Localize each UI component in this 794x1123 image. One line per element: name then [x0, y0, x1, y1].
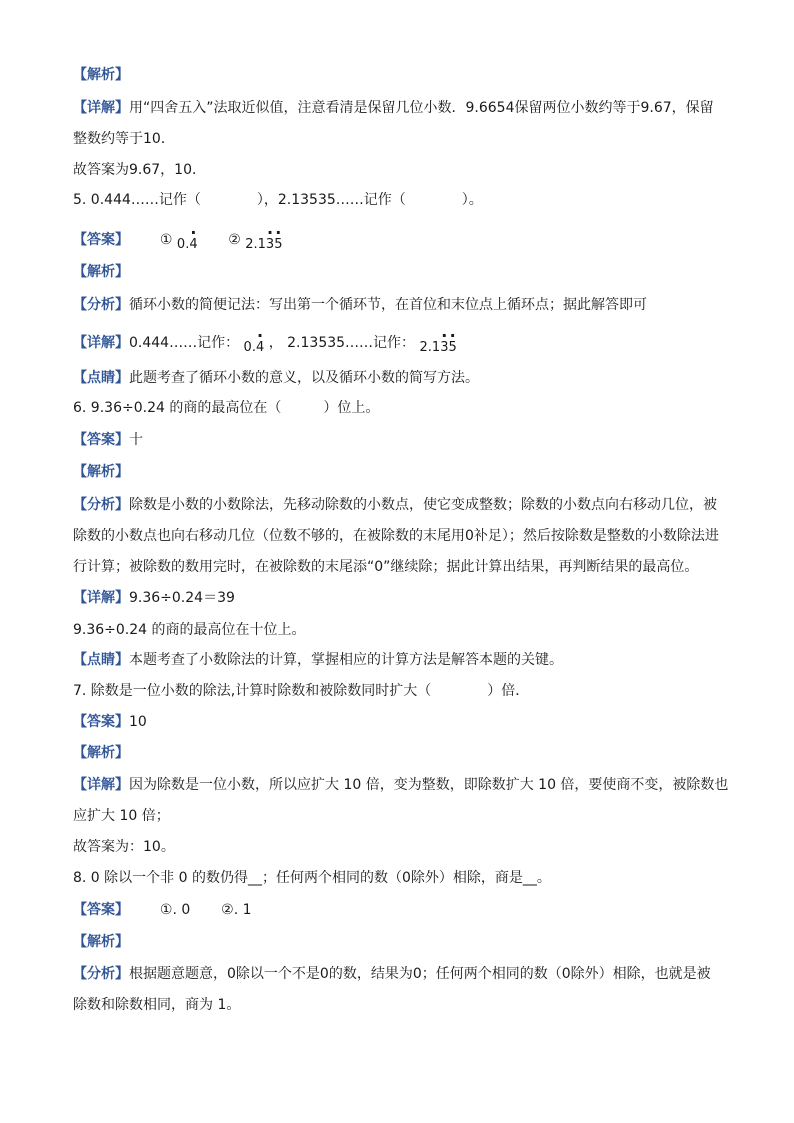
q7-detail-line-1: 【详解】因为除数是一位小数，所以应扩大 10 倍，变为整数，即除数扩大 10 倍，要使商不变，被除数也 [73, 777, 729, 793]
section-label-jiexi-3: 【解析】 [73, 464, 129, 480]
q6-detail: 【详解】9.36÷0.24＝39 [73, 590, 235, 606]
q6-analysis-line-3: 行计算；被除数的数用完时，在被除数的末尾添“0”继续除；据此计算出结果，再判断结果的最高位。 [73, 559, 699, 575]
section-label-jiexi-2: 【解析】 [73, 264, 129, 280]
q4-detail-line-1: 【详解】用“四舍五入”法取近似值，注意看清是保留几位小数．9.6654保留两位小数约等于9.67，保留 [73, 100, 714, 116]
q7-conclusion: 故答案为：10。 [73, 839, 175, 855]
section-label-jiexi-4: 【解析】 [73, 745, 129, 761]
q5-question: 5. 0.444……记作（ ），2.13535……记作（ ）。 [73, 192, 483, 208]
q5-detail: 【详解】0.444……记作： 0.· 4 ， 2.13535……记作： 2.1· 3· 5 [73, 333, 726, 354]
q5-comment: 【点睛】此题考查了循环小数的意义，以及循环小数的简写方法。 [73, 370, 479, 386]
repeating-decimal-2.135: 2.1· 3· 5 [245, 237, 282, 252]
q7-question: 7. 除数是一位小数的除法,计算时除数和被除数同时扩大（ ）倍． [73, 683, 530, 699]
q7-answer: 【答案】10 [73, 714, 147, 730]
q8-question: 8. 0 除以一个非 0 的数仍得__；任何两个相同的数（0除外）相除，商是__。 [73, 870, 551, 886]
section-label-jiexi-1: 【解析】 [73, 67, 129, 83]
q4-conclusion: 故答案为9.67，10． [73, 162, 206, 178]
repeating-decimal-0.4: 0.· 4 [177, 237, 202, 252]
q5-analysis: 【分析】循环小数的简便记法：写出第一个循环节，在首位和末位点上循环点；据此解答即可 [73, 297, 647, 313]
q6-analysis-line-1: 【分析】除数是小数的小数除法，先移动除数的小数点，使它变成整数；除数的小数点向右移动几位，被 [73, 497, 717, 513]
q7-detail-line-2: 应扩大 10 倍； [73, 808, 170, 824]
q6-comment: 【点睛】本题考查了小数除法的计算，掌握相应的计算方法是解答本题的关键。 [73, 652, 563, 668]
q5-answer: 【答案】 ① 0.· 4 ② 2.1· 3· 5 [73, 230, 726, 251]
q4-detail-line-2: 整数约等于10． [73, 131, 175, 147]
q8-analysis-line-2: 除数和除数相同，商为 1。 [73, 997, 241, 1013]
q8-analysis-line-1: 【分析】根据题意题意，0除以一个不是0的数，结果为0；任何两个相同的数（0除外）相除，也就是被 [73, 966, 711, 982]
q6-question: 6. 9.36÷0.24 的商的最高位在（ ）位上。 [73, 400, 380, 416]
q6-analysis-line-2: 除数的小数点也向右移动几位（位数不够的，在被除数的末尾用0补足）；然后按除数是整数的小数除法进 [73, 528, 719, 544]
q8-answer: 【答案】 ①. 0 ②. 1 [73, 902, 252, 918]
q6-conclusion: 9.36÷0.24 的商的最高位在十位上。 [73, 622, 306, 638]
section-label-jiexi-5: 【解析】 [73, 934, 129, 950]
q6-answer: 【答案】十 [73, 432, 143, 448]
